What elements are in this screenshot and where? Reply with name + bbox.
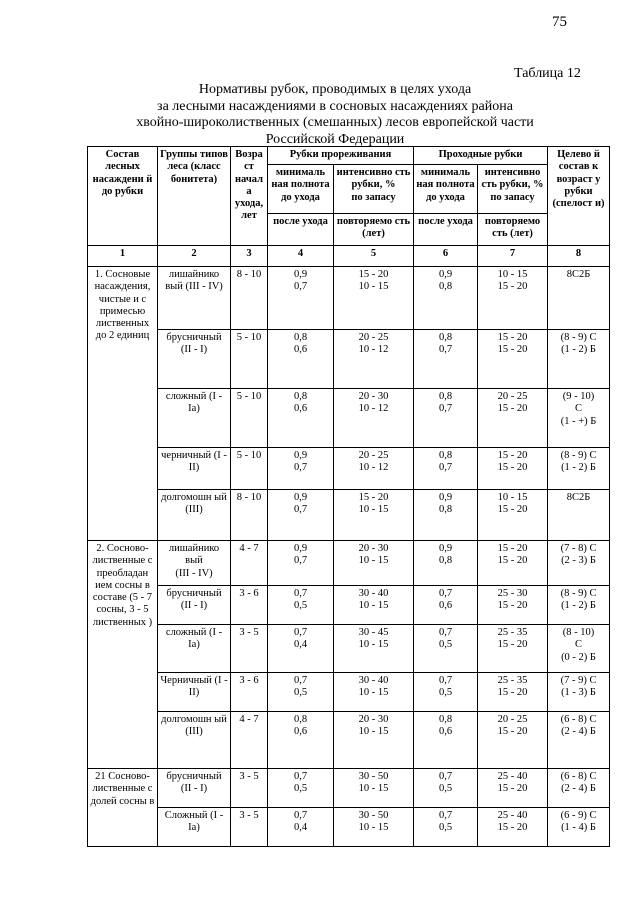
value-cell: 25 - 35 15 - 20 (478, 625, 548, 673)
composition-cell: 21 Сосново-лиственные с долей сосны в (88, 769, 158, 847)
value-cell: 0,9 0,8 (414, 267, 478, 330)
age-cell: 3 - 5 (231, 808, 268, 847)
header-thinning: Рубки прореживания (268, 147, 414, 165)
forest-type-cell: Сложный (I - Ia) (158, 808, 231, 847)
table-row (88, 541, 610, 586)
value-cell: 0,9 0,7 (268, 541, 334, 586)
header-intensity-2: интенсивно сть рубки, % по запасу (478, 165, 548, 214)
table-row (88, 625, 610, 673)
forest-type-cell: Черничный (I - II) (158, 673, 231, 712)
value-cell: 0,7 0,5 (268, 673, 334, 712)
age-cell: 4 - 7 (231, 712, 268, 769)
table-row (88, 330, 610, 389)
table-title (70, 82, 600, 148)
value-cell: 20 - 25 15 - 20 (478, 389, 548, 448)
forest-type-cell: брусничный (II - I) (158, 769, 231, 808)
header-min-density: минималь ная полнота до ухода (268, 165, 334, 214)
forest-type-cell: долгомошн ый (III) (158, 490, 231, 541)
header-repeat-2: повторяемо сть (лет) (478, 214, 548, 246)
table-number: Таблица 12 (514, 66, 581, 81)
norms-table (87, 146, 610, 847)
forest-type-cell: сложный (I - Ia) (158, 389, 231, 448)
target-cell: (7 - 8) С (2 - 3) Б (548, 541, 610, 586)
table-row (88, 673, 610, 712)
value-cell: 0,9 0,8 (414, 541, 478, 586)
value-cell: 15 - 20 15 - 20 (478, 330, 548, 389)
value-cell: 20 - 30 10 - 15 (334, 712, 414, 769)
forest-type-cell: лишайнико вый (III - IV) (158, 267, 231, 330)
value-cell: 0,9 0,7 (268, 267, 334, 330)
value-cell: 0,9 0,8 (414, 490, 478, 541)
forest-type-cell: лишайнико вый (III - IV) (158, 541, 231, 586)
forest-type-cell: долгомошн ый (III) (158, 712, 231, 769)
value-cell: 0,9 0,7 (268, 448, 334, 490)
value-cell: 0,8 0,7 (414, 330, 478, 389)
target-cell: (6 - 9) С (1 - 4) Б (548, 808, 610, 847)
value-cell: 20 - 25 15 - 20 (478, 712, 548, 769)
value-cell: 20 - 25 10 - 12 (334, 330, 414, 389)
value-cell: 0,7 0,4 (268, 808, 334, 847)
value-cell: 15 - 20 15 - 20 (478, 448, 548, 490)
age-cell: 5 - 10 (231, 330, 268, 389)
column-number: 2 (158, 246, 231, 267)
forest-type-cell: брусничный (II - I) (158, 586, 231, 625)
table-row (88, 490, 610, 541)
value-cell: 0,8 0,6 (268, 389, 334, 448)
age-cell: 3 - 6 (231, 586, 268, 625)
column-number: 3 (231, 246, 268, 267)
table-row (88, 808, 610, 847)
forest-type-cell: черничный (I - II) (158, 448, 231, 490)
header-repeat: повторяемо сть (лет) (334, 214, 414, 246)
header-forest-types: Группы типов леса (класс бонитета) (158, 147, 231, 246)
table-row (88, 389, 610, 448)
age-cell: 3 - 6 (231, 673, 268, 712)
value-cell: 20 - 25 10 - 12 (334, 448, 414, 490)
value-cell: 0,8 0,6 (268, 712, 334, 769)
target-cell: 8С2Б (548, 490, 610, 541)
value-cell: 0,7 0,5 (268, 769, 334, 808)
value-cell: 0,7 0,6 (414, 586, 478, 625)
value-cell: 10 - 15 15 - 20 (478, 490, 548, 541)
title-line: Нормативы рубок, проводимых в целях ухода (198, 82, 472, 97)
header-passage: Проходные рубки (414, 147, 548, 165)
table-row (88, 712, 610, 769)
value-cell: 0,7 0,5 (414, 625, 478, 673)
value-cell: 0,7 0,4 (268, 625, 334, 673)
composition-cell: 1. Сосновые насаждения, чистые и с примесью лиственных до 2 единиц (88, 267, 158, 541)
value-cell: 10 - 15 15 - 20 (478, 267, 548, 330)
value-cell: 15 - 20 15 - 20 (478, 541, 548, 586)
age-cell: 4 - 7 (231, 541, 268, 586)
title-line: Российской Федерации (265, 131, 405, 147)
header-after-care: после ухода (268, 214, 334, 246)
title-line: хвойно-широколиственных (смешанных) лесов европейской части (136, 115, 534, 130)
column-number: 5 (334, 246, 414, 267)
target-cell: (9 - 10) С (1 - +) Б (548, 389, 610, 448)
value-cell: 30 - 40 10 - 15 (334, 586, 414, 625)
target-cell: (8 - 9) С (1 - 2) Б (548, 586, 610, 625)
target-cell: (8 - 10) С (0 - 2) Б (548, 625, 610, 673)
forest-type-cell: брусничный (II - I) (158, 330, 231, 389)
value-cell: 20 - 30 10 - 12 (334, 389, 414, 448)
table-row (88, 267, 610, 330)
value-cell: 25 - 40 15 - 20 (478, 808, 548, 847)
value-cell: 0,7 0,5 (414, 769, 478, 808)
value-cell: 25 - 35 15 - 20 (478, 673, 548, 712)
age-cell: 8 - 10 (231, 267, 268, 330)
age-cell: 8 - 10 (231, 490, 268, 541)
target-cell: (7 - 9) С (1 - 3) Б (548, 673, 610, 712)
value-cell: 0,7 0,5 (414, 808, 478, 847)
value-cell: 25 - 40 15 - 20 (478, 769, 548, 808)
target-cell: 8С2Б (548, 267, 610, 330)
header-age-start: Возра ст начал а ухода, лет (231, 147, 268, 246)
value-cell: 0,7 0,5 (414, 673, 478, 712)
target-cell: (6 - 8) С (2 - 4) Б (548, 712, 610, 769)
value-cell: 30 - 40 10 - 15 (334, 673, 414, 712)
value-cell: 25 - 30 15 - 20 (478, 586, 548, 625)
target-cell: (8 - 9) С (1 - 2) Б (548, 330, 610, 389)
value-cell: 0,8 0,7 (414, 389, 478, 448)
header-after-care-2: после ухода (414, 214, 478, 246)
value-cell: 0,7 0,5 (268, 586, 334, 625)
table-row (88, 769, 610, 808)
age-cell: 5 - 10 (231, 448, 268, 490)
value-cell: 30 - 50 10 - 15 (334, 808, 414, 847)
value-cell: 20 - 30 10 - 15 (334, 541, 414, 586)
value-cell: 30 - 50 10 - 15 (334, 769, 414, 808)
value-cell: 0,8 0,6 (414, 712, 478, 769)
composition-cell: 2. Сосново-лиственные с преобладан ием сосны в составе (5 - 7 сосны, 3 - 5 лиственных ) (88, 541, 158, 769)
column-number: 4 (268, 246, 334, 267)
column-number: 8 (548, 246, 610, 267)
value-cell: 0,8 0,7 (414, 448, 478, 490)
header-intensity: интенсивно сть рубки, % по запасу (334, 165, 414, 214)
target-cell: (6 - 8) С (2 - 4) Б (548, 769, 610, 808)
column-number: 7 (478, 246, 548, 267)
forest-type-cell: сложный (I - Ia) (158, 625, 231, 673)
age-cell: 3 - 5 (231, 625, 268, 673)
value-cell: 15 - 20 10 - 15 (334, 267, 414, 330)
column-number: 6 (414, 246, 478, 267)
header-target: Целево й состав к возраст у рубки (спелост и) (548, 147, 610, 246)
header-min-density-2: минималь ная полнота до ухода (414, 165, 478, 214)
value-cell: 0,9 0,7 (268, 490, 334, 541)
page-number: 75 (552, 14, 567, 30)
age-cell: 3 - 5 (231, 769, 268, 808)
age-cell: 5 - 10 (231, 389, 268, 448)
table-row (88, 448, 610, 490)
column-number: 1 (88, 246, 158, 267)
target-cell: (8 - 9) С (1 - 2) Б (548, 448, 610, 490)
table-row (88, 586, 610, 625)
value-cell: 30 - 45 10 - 15 (334, 625, 414, 673)
value-cell: 15 - 20 10 - 15 (334, 490, 414, 541)
title-line: за лесными насаждениями в сосновых насаждениях района (157, 98, 513, 114)
value-cell: 0,8 0,6 (268, 330, 334, 389)
header-composition: Состав лесных насаждени й до рубки (88, 147, 158, 246)
